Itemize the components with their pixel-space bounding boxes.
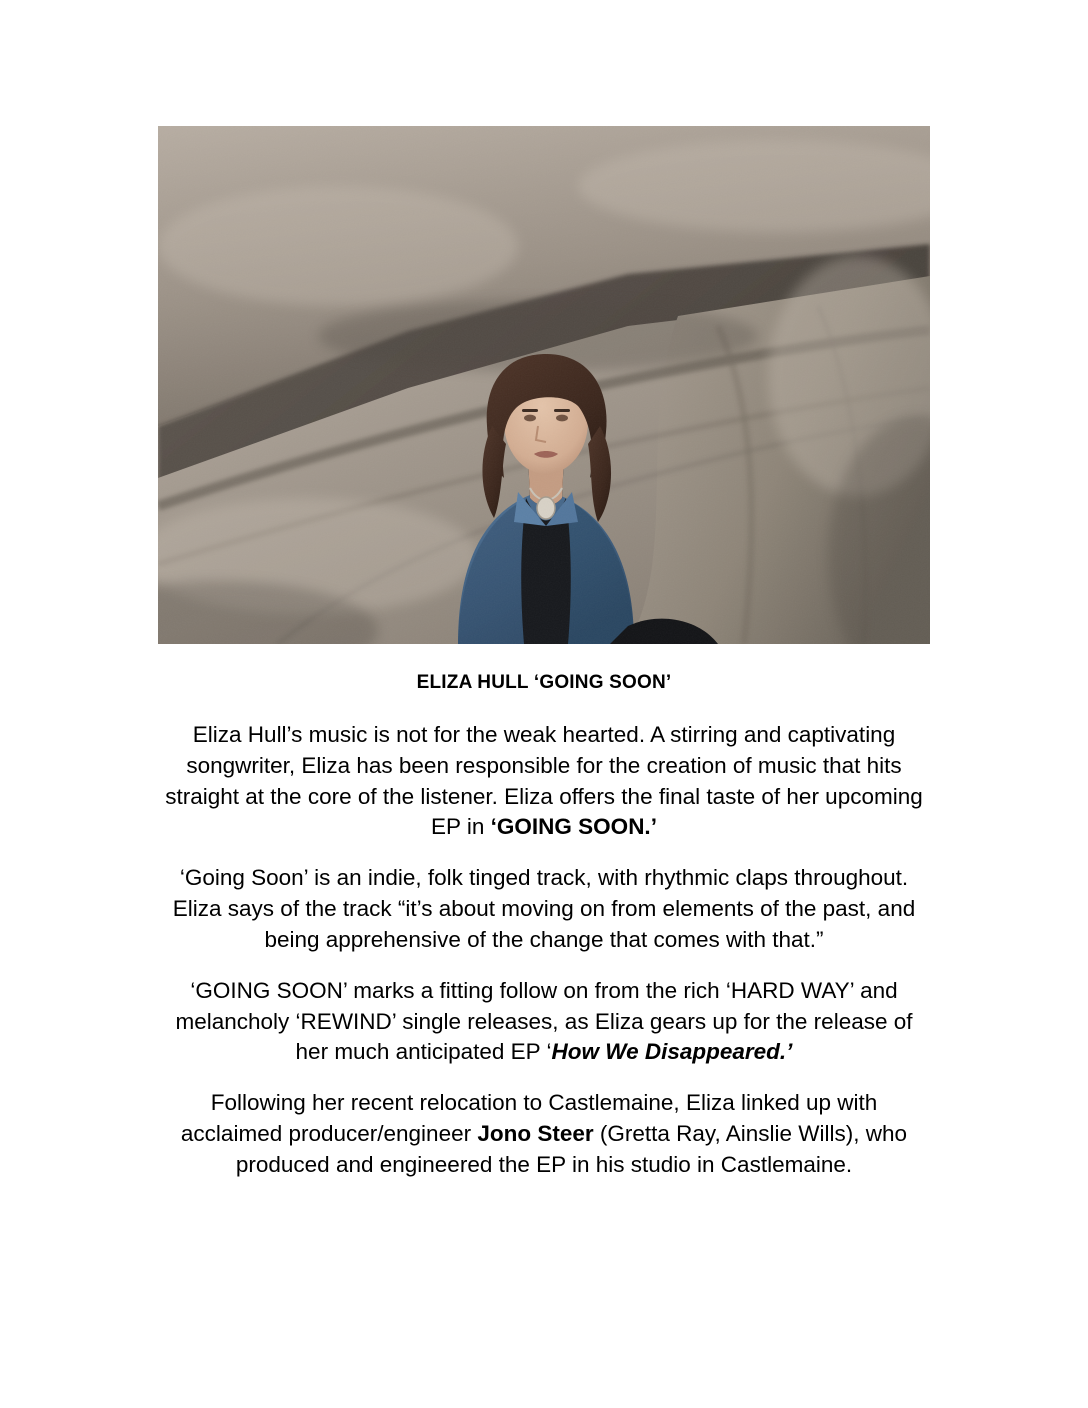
paragraph-run: (Gretta Ray, Ainslie Wills), who produced and engineered the EP in his studio in Castlemaine. <box>235 1120 908 1177</box>
document-content <box>158 126 930 1181</box>
paragraph-run-bold-italic: How We Disappeared.’ <box>551 1039 793 1065</box>
paragraph-follow-on <box>158 976 930 1068</box>
paragraph-run-bold: ‘GOING SOON.’ <box>490 814 657 840</box>
artist-photo <box>158 126 930 644</box>
paragraph-run: ‘Going Soon’ is an indie, folk tinged track, with rhythmic claps throughout. Eliza says of the track “it’s about moving on from elements of the past, and being apprehensive of the change that comes with that.” <box>172 865 916 952</box>
paragraph-intro <box>158 720 930 843</box>
page-title: ELIZA HULL ‘GOING SOON’ <box>416 672 672 693</box>
paragraph-run: Eliza Hull’s music is not for the weak hearted. A stirring and captivating songwriter, Eliza has been responsible for the creation of music that hits straight at the core of the listener. Eliza offers the final taste of her upcoming EP in <box>165 722 923 840</box>
paragraph-run: ‘GOING SOON’ marks a fitting follow on from the rich ‘HARD WAY’ and melancholy ‘REWIND’ single releases, as Eliza gears up for the release of her much anticipated EP ‘ <box>175 977 913 1065</box>
paragraph-run: Following her recent relocation to Castlemaine, Eliza linked up with acclaimed producer/engineer <box>180 1090 878 1146</box>
paragraph-production <box>158 1088 930 1180</box>
paragraph-track-description <box>158 863 930 955</box>
artist-photo-image <box>158 126 930 644</box>
paragraph-run-bold: Jono Steer <box>477 1120 594 1146</box>
